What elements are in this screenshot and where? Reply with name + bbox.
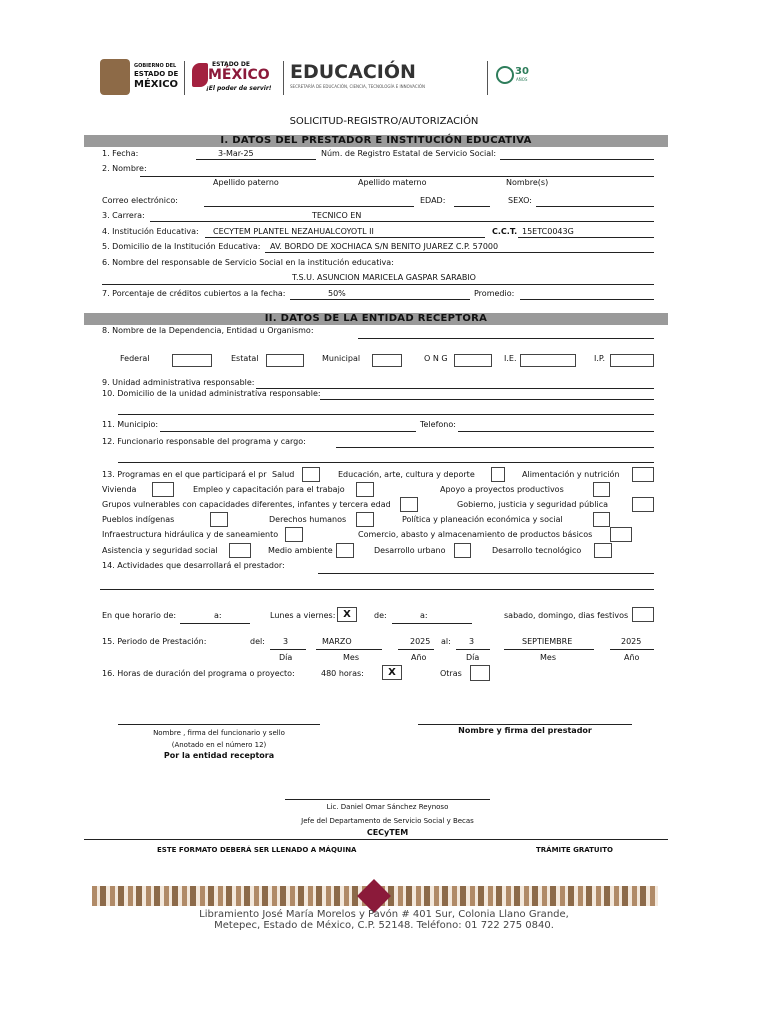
jefe-cargo: Jefe del Departamento de Servicio Social y Becas [301,817,474,825]
edad-line[interactable] [454,206,490,207]
section2-header: II. DATOS DE LA ENTIDAD RECEPTORA [84,313,668,325]
promedio-label: Promedio: [474,289,515,298]
del-anio[interactable]: 2025 [410,637,431,646]
del-anio-caption: Año [411,653,427,662]
registro-label: Núm. de Registro Estatal de Servicio Social: [321,149,497,158]
prestador-signature-line[interactable] [418,724,632,725]
derechos-checkbox[interactable] [356,512,374,527]
header-logos [100,57,534,101]
infraestructura-label: Infraestructura hidráulica y de saneamiento [102,530,279,539]
logo-divider [283,61,284,95]
horas480-label: 480 horas: [321,669,364,678]
comercio-label: Comercio, abasto y almacenamiento de productos básicos [358,530,593,539]
domicilio-line [265,252,654,253]
logo-divider [487,61,488,95]
vivienda-checkbox[interactable] [152,482,174,497]
grupos-checkbox[interactable] [400,497,418,512]
al-dia-caption: Día [466,653,480,662]
fecha-value[interactable]: 3-Mar-25 [218,149,254,158]
gobierno-label: Gobierno, justicia y seguridad pública [457,500,609,509]
institucion-label: 4. Institución Educativa: [102,227,199,236]
salud-checkbox[interactable] [302,467,320,482]
medio-label: Medio ambiente [268,546,333,555]
al-mes[interactable]: SEPTIEMBRE [522,637,573,646]
alimentacion-checkbox[interactable] [632,467,654,482]
flower-ornament-icon [357,879,391,913]
dependencia-line[interactable] [358,338,654,339]
desarrollo-urbano-label: Desarrollo urbano [374,546,446,555]
federal-label: Federal [120,354,150,363]
correo-line[interactable] [204,206,414,207]
del-mes-caption: Mes [343,653,359,662]
medio-checkbox[interactable] [336,543,354,558]
desarrollo-tec-label: Desarrollo tecnológico [492,546,582,555]
carrera-value[interactable]: TECNICO EN [312,211,362,220]
asistencia-checkbox[interactable] [229,543,251,558]
otras-checkbox[interactable] [470,665,490,681]
domicilio-value[interactable]: AV. BORDO DE XOCHIACA S/N BENITO JUAREZ C.P. 57000 [270,242,499,251]
lunes-de-label: de: [374,611,387,620]
correo-label: Correo electrónico: [102,196,178,205]
alimentacion-label: Alimentación y nutrición [522,470,620,479]
ip-label: I.P. [594,354,606,363]
actividades-line2[interactable] [100,589,654,590]
section1-header: I. DATOS DEL PRESTADOR E INSTITUCIÓN EDUCATIVA [84,135,668,147]
comercio-checkbox[interactable] [610,527,632,542]
municipal-checkbox[interactable] [372,354,402,367]
lunes-a-label: a: [420,611,428,620]
ie-label: I.E. [504,354,517,363]
pueblos-checkbox[interactable] [210,512,228,527]
edu-title: EDUCACIÓN [290,61,416,83]
horas480-checkbox[interactable]: X [382,665,402,680]
funcionario-line[interactable] [336,447,654,448]
anniv-number: 30 [515,66,529,77]
unidad-label: 9. Unidad administrativa responsable: [102,378,255,387]
actividades-line[interactable] [318,573,654,574]
municipio-line[interactable] [160,431,416,432]
footer-address1: Libramiento José María Morelos y Pavón # 401 Sur, Colonia Llano Grande, [199,909,569,920]
gob-line2: ESTADO DE [134,70,179,78]
pueblos-label: Pueblos indígenas [102,515,175,524]
lunes-label: Lunes a viernes: [270,611,336,620]
del-anio-line [398,649,434,650]
funcionario-signature-line[interactable] [118,724,320,725]
actividades-label: 14. Actividades que desarrollará el prestador: [102,561,285,570]
sabado-label: sabado, domingo, dias festivos [504,611,629,620]
responsable-value[interactable]: T.S.U. ASUNCION MARICELA GASPAR SARABIO [292,273,476,282]
creditos-line [290,299,470,300]
institucion-value[interactable]: CECYTEM PLANTEL NEZAHUALCOYOTL II [213,227,374,236]
funcionario-sign-note: (Anotado en el número 12) [171,741,267,749]
empleo-checkbox[interactable] [356,482,374,497]
empleo-label: Empleo y capacitación para el trabajo [193,485,345,494]
domicilio-unidad-line[interactable] [320,399,654,400]
cct-label: C.C.T. [492,227,518,236]
ong-checkbox[interactable] [454,354,492,367]
apellido-materno-label: Apellido materno [358,178,427,187]
al-anio-caption: Año [624,653,640,662]
desarrollo-tec-checkbox[interactable] [594,543,612,558]
funcionario-line2[interactable] [118,462,654,463]
institucion-line [205,237,485,238]
al-label: al: [441,637,451,646]
ip-checkbox[interactable] [610,354,654,367]
edad-label: EDAD: [420,196,446,205]
jefe-signature-line[interactable] [285,799,490,800]
domicilio-unidad-label: 10. Domicilio de la unidad administrativa responsable: [102,389,321,398]
registro-line[interactable] [500,159,654,160]
educacion-label: Educación, arte, cultura y deporte [338,470,475,479]
horario-a-label: a: [214,611,222,620]
politica-label: Política y planeación económica y social [402,515,563,524]
del-mes[interactable]: MARZO [322,637,352,646]
footer-address2: Metepec, Estado de México, C.P. 52148. Teléfono: 01 722 275 0840. [214,920,554,931]
sabado-checkbox[interactable] [632,607,654,622]
educacion-checkbox[interactable] [491,467,505,482]
apellido-paterno-label: Apellido paterno [213,178,279,187]
ong-label: O N G [424,354,448,363]
domicilio-label: 5. Domicilio de la Institución Educativa: [102,242,261,251]
creditos-value[interactable]: 50% [328,289,346,298]
del-dia[interactable]: 3 [283,637,289,646]
desarrollo-urbano-checkbox[interactable] [454,543,471,558]
prestador-sign-caption: Nombre y firma del prestador [458,726,592,735]
edo-slogan: ¡El poder de servir! [206,85,272,92]
footer-nota: ESTE FORMATO DEBERÁ SER LLENADO A MÁQUINA [157,846,357,854]
state-emblem-icon [100,59,130,95]
entidad-receptora-caption: Por la entidad receptora [163,751,275,760]
fecha-label: 1. Fecha: [102,149,139,158]
del-dia-caption: Día [279,653,293,662]
nombre-label: 2. Nombre: [102,164,147,173]
horas-label: 16. Horas de duración del programa o proyecto: [102,669,295,678]
cct-value[interactable]: 15ETC0043G [522,227,574,236]
horario-label: En que horario de: [102,611,177,620]
edo-line1: ESTADO DE [212,61,250,68]
asistencia-label: Asistencia y seguridad social [102,546,218,555]
horario-de-line[interactable] [180,623,250,624]
estatal-checkbox[interactable] [266,354,304,367]
programas-label: 13. Programas en el que participará el pr [102,470,267,479]
form-title: SOLICITUD-REGISTRO/AUTORIZACIÓN [289,116,479,127]
logo-divider [184,61,185,95]
del-mes-line [316,649,382,650]
apoyo-label: Apoyo a proyectos productivos [440,485,564,494]
gobierno-checkbox[interactable] [632,497,654,512]
municipal-label: Municipal [322,354,361,363]
politica-checkbox[interactable] [593,512,610,527]
sexo-label: SEXO: [508,196,532,205]
responsable-label: 6. Nombre del responsable de Servicio Social en la institución educativa: [102,258,394,267]
al-dia[interactable]: 3 [469,637,475,646]
al-anio[interactable]: 2025 [621,637,642,646]
responsable-line [102,284,654,285]
edo-line2: MÉXICO [208,67,270,83]
anniversary-icon [496,66,514,84]
municipio-label: 11. Municipio: [102,420,159,429]
gob-line3: MÉXICO [134,79,179,90]
federal-checkbox[interactable] [172,354,212,367]
fecha-line [196,159,316,160]
lunes-checkbox[interactable]: X [337,607,357,622]
telefono-line[interactable] [458,431,654,432]
carrera-line [150,221,654,222]
lunes-horario-line[interactable] [392,623,472,624]
edomex-flower-icon [192,63,208,87]
nombre-line[interactable] [140,176,654,177]
jefe-org: CECyTEM [366,828,409,837]
ie-checkbox[interactable] [520,354,576,367]
cct-line [518,237,654,238]
footer-gratuito: TRÁMITE GRATUITO [536,846,613,854]
nombres-label: Nombre(s) [506,178,549,187]
jefe-name: Lic. Daniel Omar Sánchez Reynoso [326,803,449,811]
funcionario-label: 12. Funcionario responsable del programa y cargo: [102,437,306,446]
del-label: del: [250,637,265,646]
otras-label: Otras [440,669,462,678]
domicilio-unidad-line2[interactable] [118,414,654,415]
funcionario-sign-caption: Nombre , firma del funcionario y sello [153,729,285,737]
dependencia-label: 8. Nombre de la Dependencia, Entidad u Organismo: [102,326,314,335]
al-dia-line [456,649,490,650]
sexo-line[interactable] [536,206,654,207]
footer-divider [84,839,668,840]
vivienda-label: Vivienda [102,485,137,494]
carrera-label: 3. Carrera: [102,211,145,220]
gob-line1: GOBIERNO DEL [134,63,177,69]
apoyo-checkbox[interactable] [593,482,610,497]
al-mes-line [504,649,594,650]
estatal-label: Estatal [231,354,259,363]
salud-label: Salud [272,470,295,479]
al-mes-caption: Mes [540,653,556,662]
edu-subtitle: SECRETARÍA DE EDUCACIÓN, CIENCIA, TECNOLOGÍA E INNOVACIÓN [290,84,426,89]
infraestructura-checkbox[interactable] [285,527,303,542]
creditos-label: 7. Porcentaje de créditos cubiertos a la fecha: [102,289,286,298]
al-anio-line [610,649,654,650]
periodo-label: 15. Periodo de Prestación: [102,637,207,646]
del-dia-line [270,649,306,650]
derechos-label: Derechos humanos [269,515,347,524]
telefono-label: Telefono: [420,420,456,429]
anniv-word: AÑOS [516,77,528,82]
promedio-line[interactable] [520,299,654,300]
grupos-label: Grupos vulnerables con capacidades diferentes, infantes y tercera edad [102,500,391,509]
